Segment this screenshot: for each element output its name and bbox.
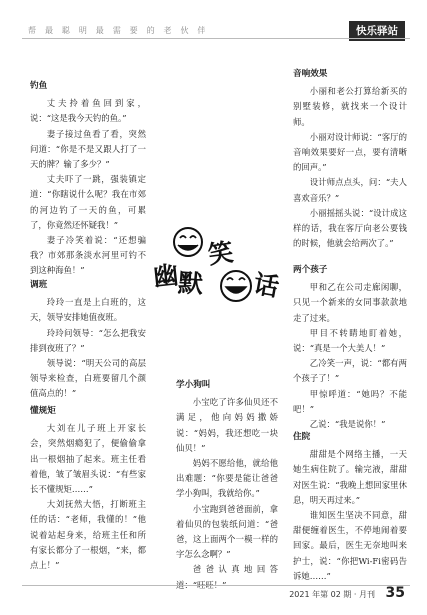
svg-text:笑: 笑	[206, 237, 236, 270]
footer-divider	[22, 585, 410, 586]
story-paragraph: 小丽和老公打算给新买的别墅装修，就找来一个设计师。	[293, 86, 407, 127]
story-paragraph: 丈夫拎着鱼回到家，说：“这是我今天钓的鱼。”	[30, 98, 146, 124]
story-paragraph: 甜甜是个网络主播，一天她生病住院了。输完液，甜甜对医生说：“我晚上想回家里休息，明天再过来。”	[293, 449, 407, 505]
story-fishing	[30, 79, 146, 279]
svg-text:默: 默	[177, 268, 205, 299]
story-paragraph: 小宝跑到爸爸面前，拿着仙贝的包装纸问道：“爸爸，这上面两个一模一样的字怎么念啊？”	[176, 503, 278, 560]
story-two-children	[293, 263, 407, 432]
story-paragraph: 玲玲一直是上白班的，这天，领导安排她值夜班。	[30, 297, 146, 323]
story-paragraph: 小宝吃了许多仙贝还不满足，他向妈妈撒娇说：“妈妈，我还想吃一块仙贝！”	[176, 397, 278, 453]
story-paragraph: 妻子冷笑着说：“还想骗我？市郊那条淡水河里可钓不到这种海鱼！”	[30, 235, 146, 276]
story-paragraph: 小丽对设计师说：“客厅的音响效果要好一点，要有清晰的回声。”	[293, 131, 407, 173]
story-title: 两个孩子	[293, 265, 328, 275]
story-title: 调班	[30, 280, 48, 290]
section-title: 快乐驿站	[349, 21, 405, 41]
story-paragraph: 设计师点点头，问：“夫人喜欢音乐？”	[293, 177, 407, 203]
svg-text:幽: 幽	[151, 260, 180, 292]
page-number: 35	[385, 585, 405, 601]
story-rules	[30, 404, 146, 573]
story-paragraph: 领导说：“明天公司的高层领导来检查，白班要留几个颜值高点的！”	[30, 358, 146, 399]
svg-text:话: 话	[251, 269, 282, 303]
story-paragraph: 甲惊呼道：“她吗？不能吧！”	[293, 388, 407, 414]
story-title: 钓鱼	[30, 81, 48, 91]
story-paragraph: 玲玲问领导：“怎么把我安排到夜班了？”	[30, 327, 146, 353]
humor-jokes-logo	[150, 222, 285, 312]
story-title: 音响效果	[293, 69, 328, 79]
story-paragraph: 甲目不转睛地盯着她，说：“真是一个大美人！”	[293, 327, 407, 354]
story-paragraph: 妻子接过鱼看了看，突然问道：“你是不是又跟人打了一天的牌？输了多少？”	[30, 128, 146, 170]
issue-label: 2021 年第 02 期 · 月刊	[289, 590, 375, 599]
story-paragraph: 乙说：“我是说你！”	[309, 419, 386, 430]
smiley-face-icon	[174, 228, 202, 256]
story-paragraph: 大刘在儿子班上开家长会，突然烟瘾犯了，便偷偷拿出一根烟抽了起来。班主任看着他，皱了皱眉头说：“有些家长不懂规矩……”	[30, 423, 146, 495]
header-slogan: 帮 最 聪 明 最 需 要 的 老 伙 伴	[28, 26, 209, 35]
story-paragraph: 爸爸认真地回答	[192, 564, 278, 575]
laughing-face-icon	[221, 271, 251, 301]
story-hospital	[293, 430, 407, 584]
story-paragraph: 小丽摇摇头说：“设计成这样的话，我在客厅向老公要钱的时候，他就会给两次了。”	[293, 207, 407, 249]
story-sound	[293, 67, 407, 251]
story-title: 住院	[293, 432, 311, 442]
story-paragraph: 大刘抚然大悟，打断班主任的话：“老师，我懂的！”他说着站起身来，给班主任和所有家长都分了一根烟，“来，都点上！”	[30, 499, 146, 571]
header-divider	[22, 38, 410, 39]
story-paragraph: 乙冷笑一声，说：“都有两个孩子了！”	[293, 358, 407, 384]
story-paragraph: 甲和乙在公司走廊闲聊，只见一个新来的女同事款款地走了过来。	[293, 282, 407, 323]
story-title: 学小狗叫	[176, 380, 211, 390]
story-paragraph: 丈夫吓了一跳，强装镇定道：“你瞎说什么呢？我在市郊的河边钓了一天的鱼，可累了，你竟然还怀疑我！”	[30, 174, 146, 230]
story-paragraph: 妈妈不愿给他，就给他出难题：“你要是能让爸爸学小狗叫，我就给你。”	[176, 458, 278, 499]
story-title: 懂规矩	[30, 406, 56, 416]
story-paragraph: 谁知医生坚决不同意，甜甜便缠着医生，不停地闹着要回家。最后，医生无奈地叫来护士，说：“你把Wi-Fi密码告诉她……”	[293, 510, 407, 581]
story-transfer	[30, 278, 146, 402]
story-puppy	[176, 378, 278, 593]
